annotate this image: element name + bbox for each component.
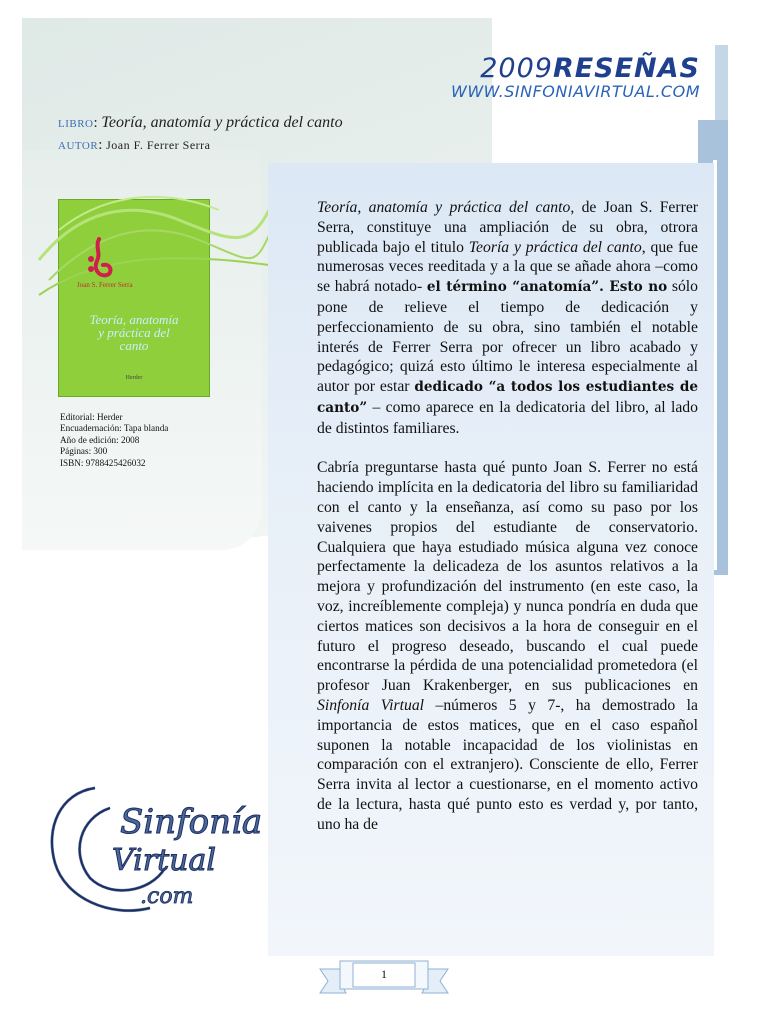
page-number: 1 [381,967,387,981]
book-label: LIBRO [58,118,94,130]
paragraph [317,198,698,439]
accent-bar-top [715,45,728,120]
author-label: AUTOR [58,140,99,152]
cover-title [69,313,199,352]
detail-publisher: Editorial: Herder [60,412,123,422]
detail-binding: Encuadernación: Tapa blanda [60,423,169,434]
detail-isbn: ISBN: 9788425426032 [60,457,146,468]
sinfonia-virtual-logo [40,768,263,928]
author-label-colon: : [98,137,107,153]
publication-ref: Sinfonía Virtual [317,696,425,714]
logo-line-2: Virtual [112,843,216,878]
book-author: Joan F. Ferrer Serra [106,138,211,152]
logo-line-3: .com [140,884,194,909]
book-details [60,412,168,469]
section-name: RESEÑAS [552,53,700,84]
cover-title-line: canto [119,338,149,353]
site-url[interactable]: WWW.SINFONIAVIRTUAL.COM [451,82,700,101]
cover-swirl-decoration [39,190,269,310]
book-title-ref: Teoría y práctica del canto [468,238,642,256]
book-title-ref: Teoría, anatomía y práctica del canto [317,199,571,216]
section-year: 2009 [480,53,553,84]
book-label-colon: : [93,115,102,131]
cover-author: Joan S. Ferrer Serra [77,281,133,289]
text-run: –números 5 y 7-, ha demostrado la importancia de estos matices, que en el caso español suponen la notable incapacidad de los violinistas en comparación con el extranjero). Consciente de ello, Ferrer Serra invita al lector a cuestionarse, en el momento activo de la lectura, hasta qué punto esto es verdad y, por tanto, uno ha de [317,696,698,833]
text-run: , de Joan S. Ferrer Serra, constituye una ampliación de su obra, otrora publicada bajo el titulo [317,199,699,256]
book-cover-image [58,199,210,397]
detail-pages: Páginas: 300 [60,446,108,457]
book-meta [58,112,343,157]
review-text [317,198,698,854]
book-title: Teoría, anatomía y práctica del canto [101,114,343,131]
header-brand [451,55,700,101]
clef-icon [85,235,117,285]
paragraph [317,458,698,834]
emphasis-text: dedicado “a todos los estudiantes de canto” [317,379,698,416]
cover-title-line: y práctica del [98,325,170,340]
cover-title-line: Teoría, anatomía [89,312,179,327]
text-run: sólo pone de relieve el tiempo de dedicación y perfeccionamiento de su obra, sino también el notable interés de Ferrer Serra por ofrecer un libro acabado y pedagógico; quizá esto último le interesa especialmente al autor por estar [317,278,699,396]
section-title [451,55,700,83]
book-title-line [58,112,343,135]
text-run: – como aparece en la dedicatoria del libro, al lado de distintos familiares. [317,398,698,437]
text-run: , que fue numerosas veces reeditada y a la que se añade ahora –como se habrá notado- [317,238,698,296]
logo-line-1: Sinfonía [120,802,263,842]
detail-year: Año de edición: 2008 [60,434,140,445]
book-author-line [58,135,343,157]
cover-publisher: Herder [125,375,143,381]
emphasis-text: el término “anatomía”. Esto no [426,279,668,296]
text-run: Cabría preguntarse hasta qué punto Joan S. Ferrer no está haciendo implícita en la dedicatoria del libro su familiaridad con el canto y la enseñanza, así como su paso por los vaivenes propios del estudiante de conservatorio. Cualquiera que haya estudiado música alguna vez conoce perfectamente la delicadeza de los asuntos relativos a la mejora y profundización del instrumento (en este caso, la voz, increíblemente compleja) y nunca pondría en duda que ciertos matices son decisivos a la hora de conseguir en el futuro el progreso deseado, buscando el cual puede encontrarse la pérdida de una potencialidad prometedora (el profesor Juan Krakenberger, en sus publicaciones en [317,459,698,695]
